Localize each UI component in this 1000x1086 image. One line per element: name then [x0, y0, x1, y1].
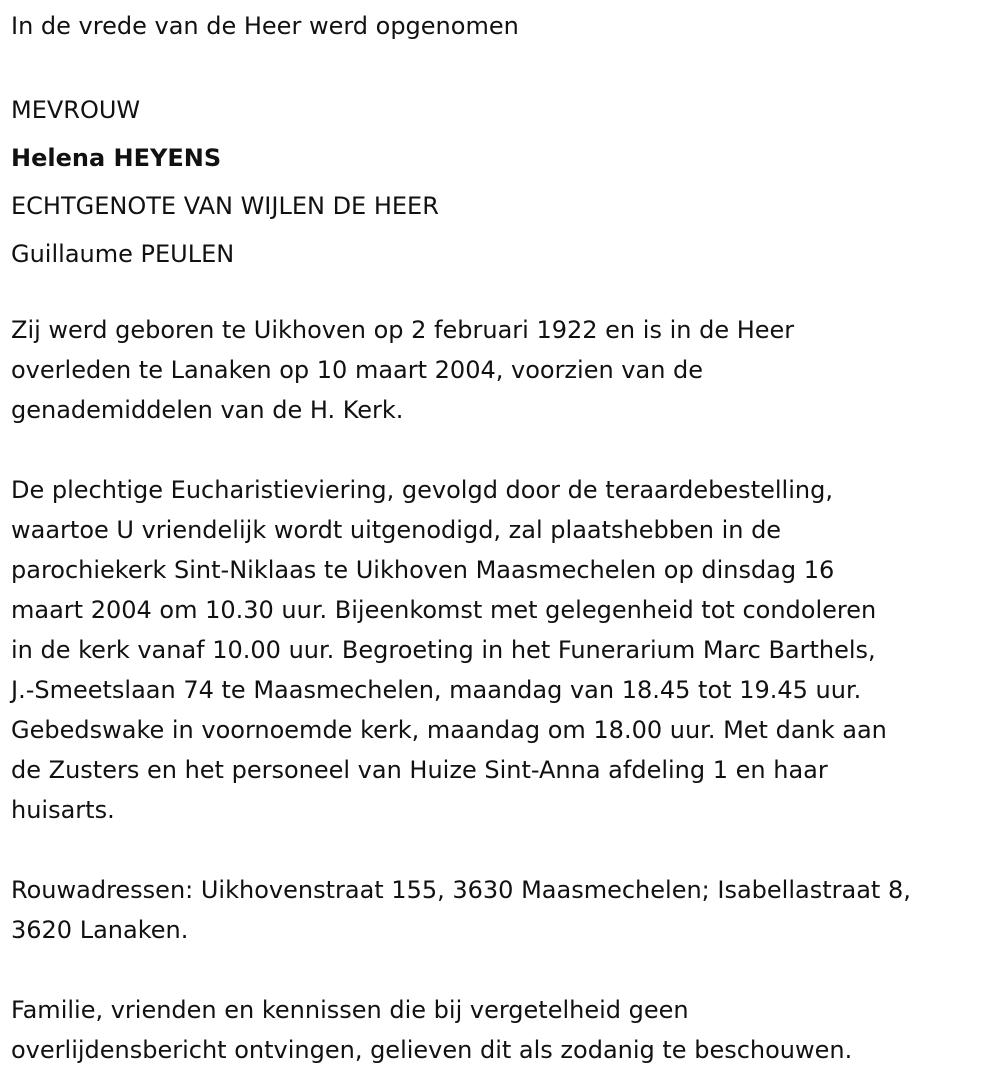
- paragraph-line: parochiekerk Sint-Niklaas te Uikhoven Maasmechelen op dinsdag 16: [11, 556, 835, 584]
- intro-line: In de vrede van de Heer werd opgenomen: [11, 12, 519, 40]
- paragraph-line: waartoe U vriendelijk wordt uitgenodigd, zal plaatshebben in de: [11, 516, 782, 544]
- deceased-name: Helena HEYENS: [11, 144, 222, 172]
- paragraph-line: Gebedswake in voornoemde kerk, maandag om 18.00 uur. Met dank aan: [11, 716, 887, 744]
- intro-text: [11, 6, 519, 46]
- paragraph-line: overleden te Lanaken op 10 maart 2004, voorzien van de: [11, 356, 704, 384]
- paragraph-line: Zij werd geboren te Uikhoven op 2 februari 1922 en is in de Heer: [11, 316, 795, 344]
- paragraph-line: maart 2004 om 10.30 uur. Bijeenkomst met gelegenheid tot condoleren: [11, 596, 877, 624]
- paragraph-line: de Zusters en het personeel van Huize Sint-Anna afdeling 1 en haar: [11, 756, 828, 784]
- salutation: MEVROUW: [11, 96, 141, 124]
- address-paragraph: [11, 870, 911, 950]
- person-header: [11, 86, 439, 278]
- closing-paragraph: [11, 990, 852, 1070]
- paragraph-line: Familie, vrienden en kennissen die bij vergetelheid geen: [11, 996, 689, 1024]
- birth-death-paragraph: [11, 310, 794, 430]
- ceremony-paragraph: [11, 470, 887, 830]
- paragraph-line: huisarts.: [11, 796, 115, 824]
- paragraph-line: in de kerk vanaf 10.00 uur. Begroeting in het Funerarium Marc Barthels,: [11, 636, 876, 664]
- spouse-name: Guillaume PEULEN: [11, 240, 235, 268]
- relation-text: ECHTGENOTE VAN WIJLEN DE HEER: [11, 192, 439, 220]
- paragraph-line: overlijdensbericht ontvingen, gelieven dit als zodanig te beschouwen.: [11, 1036, 853, 1064]
- paragraph-line: 3620 Lanaken.: [11, 916, 189, 944]
- paragraph-line: Rouwadressen: Uikhovenstraat 155, 3630 Maasmechelen; Isabellastraat 8,: [11, 876, 911, 904]
- paragraph-line: J.-Smeetslaan 74 te Maasmechelen, maandag van 18.45 tot 19.45 uur.: [11, 676, 862, 704]
- paragraph-line: genademiddelen van de H. Kerk.: [11, 396, 404, 424]
- paragraph-line: De plechtige Eucharistieviering, gevolgd door de teraardebestelling,: [11, 476, 833, 504]
